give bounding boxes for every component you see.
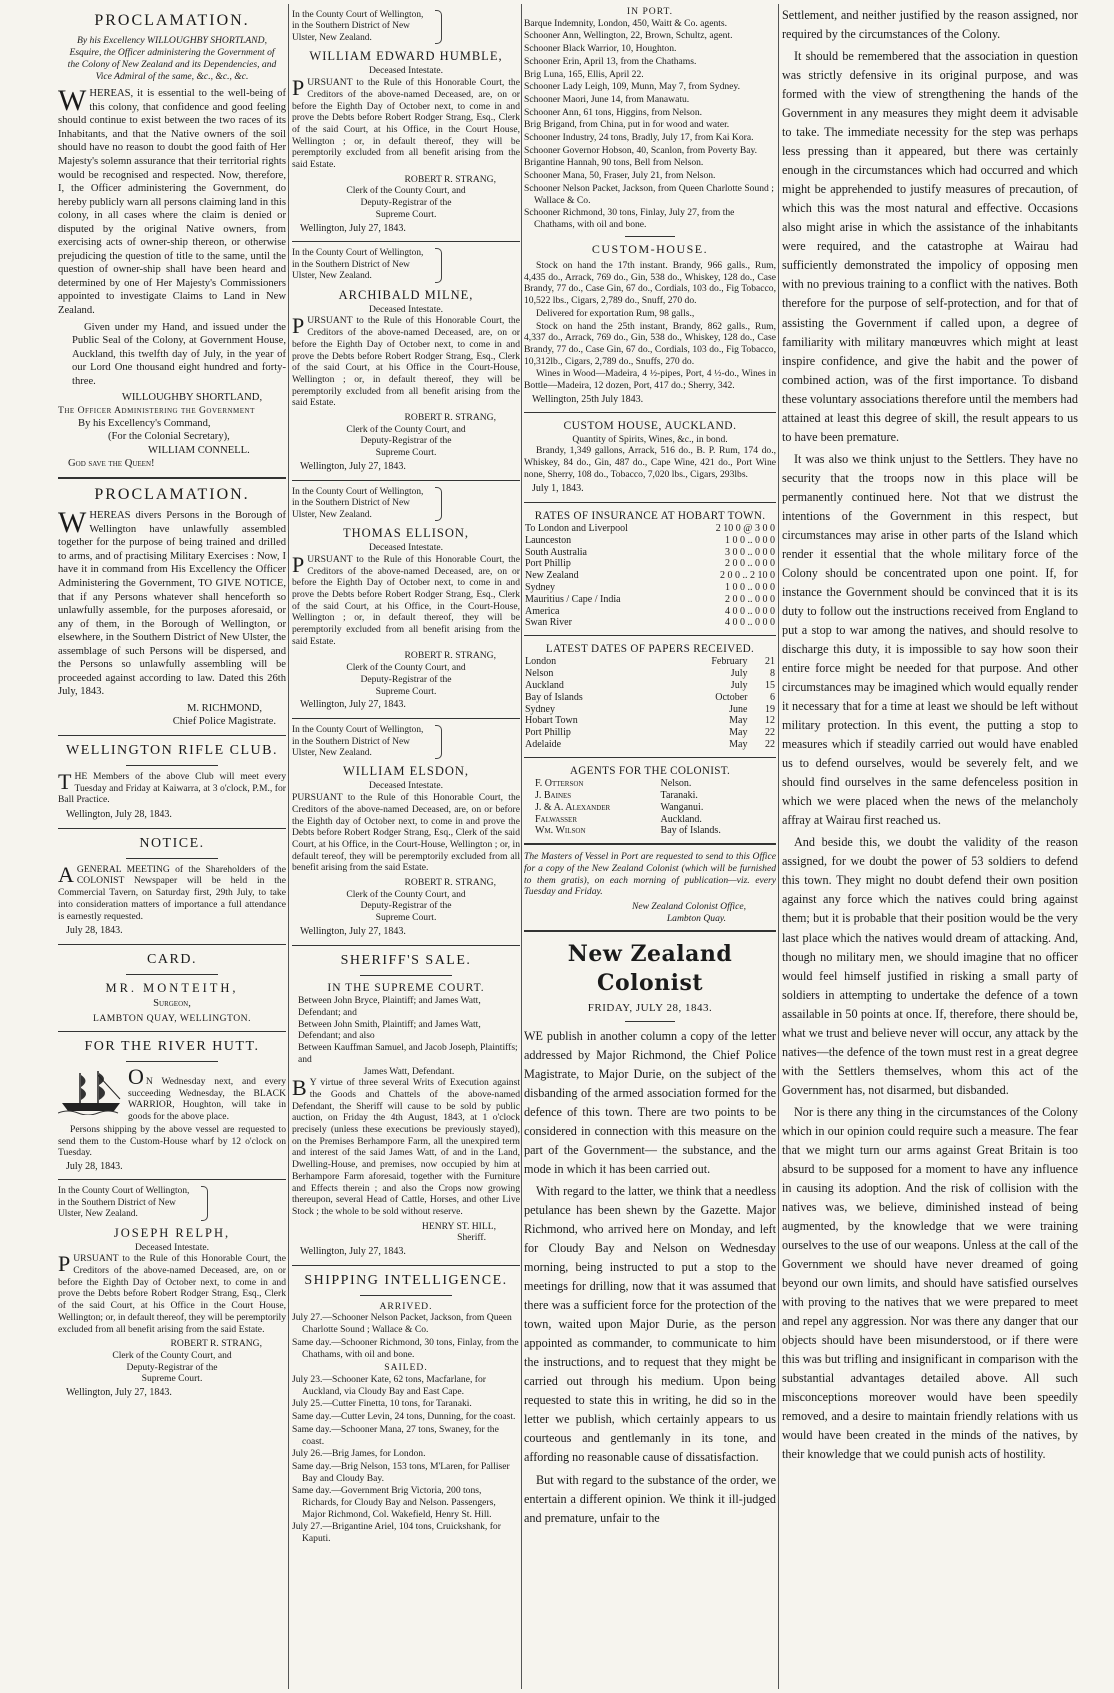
sailing-entry: Same day.—Schooner Mana, 27 tons, Swaney, for the coast. [292, 1423, 499, 1447]
proclamation-title: PROCLAMATION. [94, 12, 250, 29]
column-3 [524, 6, 776, 1687]
case-line: Between John Bryce, Plaintiff; and James Watt, Defendant; and [298, 995, 481, 1018]
signature-title: Chief Police Magistrate. [172, 716, 276, 728]
signature: ROBERT R. STRANG, [404, 412, 496, 424]
table-row [524, 535, 776, 547]
dateline: Wellington, July 27, 1843. [300, 699, 406, 711]
table-row [524, 739, 776, 751]
in-port-entry: Brig Brigand, from China, put in for wood and water. [524, 119, 730, 131]
insurance-rate: 4 0 0 .. 0 0 0 [725, 605, 775, 617]
paper-origin: Adelaide [525, 739, 562, 751]
table-row [524, 656, 776, 668]
insurance-destination: To London and Liverpool [525, 522, 628, 534]
deceased-status: Deceased Intestate. [368, 303, 444, 315]
dateline: Wellington, July 27, 1843. [300, 460, 406, 472]
editorial-paragraph: Nor is there any thing in the circumstances of the Colony which in our opinion could require such a measure. The fear that we might turn our arms against Great Britain is too absurd to be supposed for a moment to have any influence in causing its adoption. And the risk of collision with the natives was, we believe, diminished instead of being augmented, by the knowledge that we were training ourselves to the use of our weapons. Unless at the call of the Government we should have never dreamed of going beyond our own limits, and should have satisfied ourselves with proving to the natives that we were prepared to meet and repel any aggression. Nor was there any danger that our objects should have been misunderstood, or if there were this was but trifling and insignificant in comparison with the substantial advantages detailed above. All such misconceptions moreover would have been speedily removed, and a desire to maintain friendly relations with us would have been created in the minds of the natives, by their knowledge that we could punish acts of hostility. [782, 1104, 1078, 1462]
table-row [534, 814, 761, 826]
custom-house-title: CUSTOM-HOUSE. [591, 241, 709, 256]
drop-cap: W [58, 506, 87, 540]
signature-title: Clerk of the County Court, and [112, 1349, 232, 1361]
divider [58, 735, 286, 736]
insurance-title: RATES OF INSURANCE AT HOBART TOWN. [534, 509, 766, 522]
insurance-rate: 2 0 0 .. 2 10 0 [720, 570, 775, 582]
latest-dates-title: LATEST DATES OF PAPERS RECEIVED. [545, 643, 755, 656]
shipping-title: SHIPPING INTELLIGENCE. [304, 1272, 508, 1288]
table-row [524, 704, 776, 716]
masthead-date: FRIDAY, JULY 28, 1843. [587, 1001, 713, 1014]
in-port-entry: Barque Indemnity, London, 450, Waitt & Co. agents. [524, 17, 728, 29]
paper-origin: Hobart Town [525, 715, 578, 727]
divider [58, 1179, 286, 1180]
insurance-rate: 1 0 0 .. 0 0 0 [725, 534, 775, 546]
signature-title: Deputy-Registrar of the [360, 673, 452, 685]
divider [360, 1295, 451, 1296]
signature-title: Deputy-Registrar of the [360, 900, 452, 912]
proclamation-2-body: HEREAS divers Persons in the Borough of Wellington have unlawfully assembled together for the purpose of being trained and drilled to arms, and of practising Military Exercises : Now, I have it in command from His Excellency the Officer Administering the Government, TO GIVE NOTICE, that if any Persons whatever shall henceforth so unlawfully assemble, for the purposes aforesaid, or any of them, in the Borough of Wellington, or elsewhere, in the Southern District of New Ulster, the assemblage of such Persons will be dispersed, and the Persons so unlawfully assembling will be proceeded against according to law. Dated this 26th July, 1843. [58, 510, 286, 698]
sailing-entry: Same day.—Cutter Levin, 24 tons, Dunning, for the coast. [292, 1411, 516, 1423]
river-hutt-body: N Wednesday next, and every succeeding Wednesday, the BLACK WARRIOR, Houghton, will take in goods for the above place. [128, 1076, 286, 1123]
table-row [524, 570, 776, 582]
divider [292, 241, 520, 242]
agents-title: AGENTS FOR THE COLONIST. [569, 764, 731, 777]
insurance-destination: New Zealand [525, 570, 579, 582]
proclamation-body: HEREAS, it is essential to the well-being of this colony, that confidence and good feeling should continue to exist between the two races of its Inhabitants, and that the Native owners of the soil should have no reason to doubt the good faith of Her Majesty's solemn assurance that their territorial rights would be recognised and respected. Now, therefore, I, the Officer administering the Government, do hereby publicly warn all persons claiming land in this colony, in all cases where the claim is denied or disputed by the original Native owners, from exercising acts of owner-ship thereon, or otherwise prejudicing the question of title to the same, until the question of owner-ship shall have been heard and determined by one of Her Majesty's Commissioners appointed to investigate Claims to Land in New Zealand. [58, 88, 286, 317]
paper-origin: London [525, 656, 557, 668]
editorial-paragraph: With regard to the latter, we think that a needless petulance has been shewn by the Gazette. Major Richmond, who arrived here on Monday, and left for Cloudy Bay and Nelson on Wednesday morning, being instructed to put a stop to the meetings for drilling, now that it was assumed that there was a sufficient force for the protection of the town, waited upon Major Durie, as the person appointed as commander, to communicate to him the instructions, and to request that they might be carried out through his medium. Upon being requested to state this in writing, he did so in the letter we publish, which certainly appears to us courteous and gentlemanly in its tone, and affording no reasonable cause of dissatisfaction. [524, 1184, 776, 1465]
table-row [534, 778, 761, 790]
drop-cap: P [292, 313, 305, 339]
sailing-entry: July 26.—Brig James, for London. [292, 1448, 426, 1460]
divider [126, 974, 217, 975]
paper-month: June [729, 703, 748, 715]
customs-wines: Wines in Wood—Madeira, 4 ½-pipes, Port, 4 ½-do., Wines in Bottle—Madeira, 12 dozen, Port, 417 do.; Sherry, 342. [524, 368, 776, 392]
notice-title: NOTICE. [139, 835, 205, 851]
in-port-heading: IN PORT. [626, 6, 674, 17]
agent-place: Wanganui. [660, 801, 704, 813]
insurance-destination: Launceston [525, 534, 572, 546]
table-row [534, 802, 761, 814]
latest-dates-table [524, 656, 776, 750]
insurance-rate: 2 10 0 @ 3 0 0 [715, 522, 775, 534]
editorial-paragraph: But with regard to the substance of the order, we entertain a different opinion. We think it ill-judged and premature, unfair to the [524, 1472, 776, 1525]
card-address: LAMBTON QUAY, WELLINGTON. [92, 1013, 251, 1025]
in-port-entry: Schooner Nelson Packet, Jackson, from Queen Charlotte Sound ; Wallace & Co. [524, 182, 774, 206]
deceased-status: Deceased Intestate. [368, 780, 444, 792]
column-4 [782, 6, 1078, 1687]
sailing-entry: July 25.—Cutter Finetta, 10 tons, for Taranaki. [292, 1398, 472, 1410]
divider [126, 858, 217, 859]
case-line: James Watt, Defendant. [363, 1065, 455, 1077]
editorial-paragraph: Settlement, and neither justified by the reason assigned, nor required by the circumstances of the Colony. [782, 8, 1078, 42]
signature-title: Supreme Court. [375, 685, 437, 697]
insurance-destination: South Australia [525, 546, 587, 558]
paper-day: 22 [765, 727, 775, 739]
custom-house-auckland-title: CUSTOM HOUSE, AUCKLAND. [563, 419, 737, 432]
table-row [524, 582, 776, 594]
in-port-entry: Schooner Governor Hobson, 40, Scanlon, from Poverty Bay. [524, 144, 758, 156]
paper-month: October [715, 691, 748, 703]
deceased-status: Deceased Intestate. [134, 1241, 210, 1253]
secretary-line: (For the Colonial Secretary), [108, 431, 230, 443]
customs-export: Delivered for exportation Rum, 98 galls., [536, 307, 695, 319]
deceased-name: WILLIAM EDWARD HUMBLE, [309, 49, 503, 64]
sheriff-sale-body: Y virtue of three several Writs of Execution against the Goods and Chattels of the above-named Defendant, the Sheriff will cause to be sold by public auction, on Friday the 4th August, 1843, at 1 o'clock precisely (unless these executions be previously stayed), on the Premises Berhampore Farm, all the unexpired term and interest of the said James Watt, of and in the Land, Dwelling-House, and premises, now occupied by him at Berhampore Farm aforesaid, together with the Furniture and Effects therein ; and also the Crops now growing thereupon, several Head of Cattle, Horses, and other Live Stock ; the whole to be sold without reserve. [292, 1077, 520, 1217]
deceased-status: Deceased Intestate. [368, 542, 444, 554]
sailing-entry: July 27.—Brigantine Ariel, 104 tons, Cruickshank, for Kaputi. [292, 1521, 501, 1545]
court-header: In the County Court of Wellington, in the Southern District of New Ulster, New Zealand. [292, 10, 442, 44]
paper-day: 15 [765, 680, 775, 692]
insurance-destination: Swan River [525, 617, 572, 629]
in-port-entry: Schooner Mana, 50, Fraser, July 21, from Nelson. [524, 170, 716, 182]
signature-title: Clerk of the County Court, and [346, 888, 466, 900]
divider [524, 930, 776, 932]
deceased-name: WILLIAM ELSDON, [342, 764, 470, 779]
agent-name: Falwasser [535, 813, 577, 825]
paper-day: 21 [765, 656, 775, 668]
signature-title: Clerk of the County Court, and [346, 423, 466, 435]
insurance-destination: Sydney [525, 581, 555, 593]
court-header: In the County Court of Wellington, in the Southern District of New Ulster, New Zealand. [292, 725, 442, 759]
divider [524, 635, 776, 636]
table-row [534, 825, 761, 837]
drop-cap: O [128, 1064, 144, 1090]
signature-title: Deputy-Registrar of the [360, 197, 452, 209]
sailing-entry: July 23.—Schooner Kate, 62 tons, Macfarlane, for Auckland, via Cloudy Bay and East Cape. [292, 1373, 486, 1397]
divider [625, 1021, 675, 1022]
notice-body: GENERAL MEETING of the Shareholders of the COLONIST Newspaper will be held in the Commercial Tavern, on Saturday first, 29th July, to take into consideration matters of importance a full attendance is earnestly requested. [58, 863, 286, 922]
court-header: In the County Court of Wellington, in the Southern District of New Ulster, New Zealand. [292, 487, 442, 521]
agent-name: J. & A. Alexander [535, 801, 611, 813]
dateline: Wellington, 25th July 1843. [532, 393, 644, 405]
in-port-entry: Schooner Ann, Wellington, 22, Brown, Schultz, agent. [524, 30, 733, 42]
office-signature: New Zealand Colonist Office, [631, 900, 746, 912]
drop-cap: T [58, 768, 72, 794]
paper-month: May [729, 715, 748, 727]
signature-title: Supreme Court. [141, 1373, 203, 1385]
proclamation-byline: By his Excellency WILLOUGHBY SHORTLAND, Esquire, the Officer administering the Government of the Colony of New Zealand and its Dependencies, and Vice Admiral of the same, &c., &c., &c. [67, 35, 277, 82]
drop-cap: P [292, 75, 305, 101]
proclamation-2-title: PROCLAMATION. [94, 485, 250, 503]
signature-title: Clerk of the County Court, and [346, 662, 466, 674]
secretary-name: WILLIAM CONNELL. [148, 444, 250, 456]
table-row [524, 617, 776, 629]
insurance-rate: 1 0 0 .. 0 0 0 [725, 581, 775, 593]
drop-cap: A [58, 861, 74, 887]
court-name: IN THE SUPREME COURT. [327, 981, 485, 994]
dateline: Wellington, July 27, 1843. [300, 1246, 406, 1258]
table-row [524, 692, 776, 704]
agent-name: J. Baines [535, 789, 572, 801]
signature: M. RICHMOND, [186, 702, 262, 714]
dateline: Wellington, July 27, 1843. [66, 1387, 172, 1399]
in-port-list [524, 18, 776, 231]
in-port-entry: Schooner Industry, 24 tons, Bradly, July 17, from Kai Kora. [524, 132, 754, 144]
command-line: By his Excellency's Command, [78, 417, 211, 429]
column-1 [58, 6, 286, 1687]
table-row [524, 606, 776, 618]
in-port-entry: Schooner Richmond, 30 tons, Finlay, July 27, from the Chathams, with oil and bone. [524, 207, 735, 230]
masters-notice: The Masters of Vessel in Port are requested to send to this Office for a copy of the New Zealand Colonist (which will be furnished to them gratis), on each morning of publication—viz. every Tuesday and Friday. [524, 851, 776, 898]
divider [58, 944, 286, 945]
arrival-entry: July 27.—Schooner Nelson Packet, Jackson, from Queen Charlotte Sound ; Wallace & Co. [292, 1312, 512, 1336]
agent-place: Taranaki. [660, 789, 698, 801]
agent-place: Auckland. [660, 813, 702, 825]
in-port-entry: Schooner Maori, June 14, from Manawatu. [524, 93, 690, 105]
editorial-paragraph: It should be remembered that the association in question was strictly defensive in its original purpose, and was formed with the view of strengthening the hands of the Government in any measures they might deem it advisable to take. The immediate necessity for the step was perhaps less pressing than it appeared, but there was certainly enough in the circumstances which had occurred and which might be apprehended to justify measures of precaution, of which this was the most natural and effective. Occasions also might arise in which the assistance of the inhabitants were required, and the catastrophe at Wairau had sufficiently demonstrated the impolicy of opposing men with no previous training to a conflict with the natives. Both therefore for the purpose of self-protection, and for that of assisting the Government if called upon, a degree of familiarity with military manœuvres which might at least inspire confidence, and give the habit and the power of combined action, was of the first importance. To disband these voluntary associations therefore until the members had attained at least this degree of skill, the result appears to us to have been premature. [782, 49, 1078, 444]
sailing-entry: Same day.—Government Brig Victoria, 200 tons, Richards, for Cloudy Bay and Nelson. Passengers, Major Richmond, Col. Wakefield, Henry St. Hill. [292, 1485, 496, 1520]
river-hutt-title: FOR THE RIVER HUTT. [84, 1039, 260, 1055]
in-port-entry: Schooner Black Warrior, 10, Houghton. [524, 43, 677, 55]
column-2 [292, 6, 520, 1687]
divider [58, 1031, 286, 1032]
dateline: July 28, 1843. [66, 925, 123, 937]
deceased-name: ARCHIBALD MILNE, [338, 287, 474, 302]
god-save-the-queen: God save the Queen! [68, 458, 155, 470]
signature-title: Deputy-Registrar of the [126, 1361, 218, 1373]
drop-cap: B [292, 1075, 307, 1101]
insurance-rate: 3 0 0 .. 0 0 0 [725, 546, 775, 558]
in-port-entry: Schooner Erin, April 13, from the Chathams. [524, 55, 697, 67]
agent-place: Bay of Islands. [660, 825, 721, 837]
editorial-paragraph: And beside this, we doubt the validity of the reason assigned, for we doubt the power of 53 soldiers to defend this town. They might no doubt defend their own position against any force which the natives could bring against them; but it is probable that their position would be the very last place which the natives would dream of attacking. And, though no military men, we should imagine that no officer would feel himself justified in risking a small party of soldiers in attempting to undertake the defence of a town assailable in 50 points at once. If, therefore, there should be, what we trust and believe never will occur, any attack by the natives—the defence of the town must rest in a great degree with the Settlers themselves, whom this act of the Government has, not disarmed, but disbanded. [782, 835, 1078, 1097]
insurance-table [524, 523, 776, 629]
signature: ROBERT R. STRANG, [404, 877, 496, 889]
divider [292, 945, 520, 946]
insurance-destination: Mauritius / Cape / India [525, 593, 621, 605]
divider [524, 412, 776, 413]
paper-origin: Bay of Islands [525, 691, 583, 703]
divider [292, 718, 520, 719]
table-row [524, 547, 776, 559]
divider [58, 477, 286, 479]
agent-name: F. Otterson [535, 778, 584, 790]
editorial-paragraph: It was also we think unjust to the Settlers. They have no security that the troops now in this place will be permanently continued here. Not that we distrust the intentions of the Government in this respect, but circumstances may arise in other parts of the Island which render it essential that the whole military force of the Colony should be concentrated upon one point. If, for instance the Government should be convinced that it is its duty to follow out the instructions received from England to put a stop to war among the natives, and should resolve to discharge this duty, it is impossible to say how soon their entire force might be needed for that purpose. And other circumstances may be imagined which would equally render it necessary that for a time at least we should be left without military protection. In this event, the putting a stop to measures which if steadily carried out would have enabled us to defend ourselves, would be severely felt, and we should find ourselves in the same defenceless position in which we were placed when the news of the melancholy affray at Wairau first reached us. [782, 451, 1078, 828]
paper-origin: Nelson [525, 668, 554, 680]
deceased-status: Deceased Intestate. [368, 65, 444, 77]
editorial-continued [782, 6, 1078, 1464]
table-row [524, 680, 776, 692]
dateline: Wellington, July 27, 1843. [300, 222, 406, 234]
card-title: CARD. [147, 952, 197, 967]
paper-month: July [730, 668, 748, 680]
sailed-heading: SAILED. [384, 1362, 428, 1374]
estate-notice-body: URSUANT to the Rule of this Honorable Court, the Creditors of the above-named Deceased, are, on or before the Eighth Day of October next, to come in and prove the Debts before Robert Rodger Strang, Esq., Clerk of the said Court, at his Office, in the Court House, Wellington ; or, in default thereof, they will be peremptorily excluded from all benefit arising from the said Estate. [292, 77, 520, 171]
office-address: Lambton Quay. [666, 912, 726, 924]
paper-day: 6 [770, 691, 775, 703]
signature: ROBERT R. STRANG, [404, 173, 496, 185]
table-row [524, 668, 776, 680]
paper-day: 22 [765, 739, 775, 751]
signature: HENRY ST. HILL, [421, 1220, 496, 1232]
divider [360, 975, 451, 976]
paper-month: May [729, 727, 748, 739]
court-header: In the County Court of Wellington, in the Southern District of New Ulster, New Zealand. [58, 1186, 208, 1220]
signature: WILLOUGHBY SHORTLAND, [121, 392, 263, 404]
court-header: In the County Court of Wellington, in the Southern District of New Ulster, New Zealand. [292, 248, 442, 282]
rifle-club-title: WELLINGTON RIFLE CLUB. [66, 742, 278, 758]
agent-name: Wm. Wilson [535, 825, 586, 837]
insurance-rate: 4 0 0 .. 0 0 0 [725, 617, 775, 629]
customs-stock-17: Stock on hand the 17th instant. Brandy, 966 galls., Rum, 4,435 do., Arrack, 769 do., Gin, 538 do., Whiskey, 128 do., Case Brandy, 77 do., Case Gin, 67 do., Cordials, 103 do., Fig Tobacco, 10,522 lbs., Cigars, 2,789 do., Snuff, 270 do. [524, 260, 776, 307]
insurance-destination: Port Phillip [525, 558, 571, 570]
sheriff-sale-title: SHERIFF'S SALE. [340, 952, 472, 968]
column-rule [288, 4, 289, 1689]
signature-title: Deputy-Registrar of the [360, 435, 452, 447]
masthead-title: New Zealand Colonist [567, 941, 733, 996]
arrival-entry: Same day.—Schooner Richmond, 30 tons, Finlay, from the Chathams, with oil and bone. [292, 1336, 519, 1360]
customs-stock-25: Stock on hand the 25th instant, Brandy, 862 galls., Rum, 4,337 do., Arrack, 769 do., Gin, 538 do., Whiskey, 128 do., Case Brandy, 77 do., Case Gin, 67 do., Cordials, 103 do., Fig Tobacco, 10,312lb., Cigars, 2,789 do., Snuffs, 270 do. [524, 320, 776, 367]
divider [524, 843, 776, 845]
drop-cap: W [58, 84, 87, 118]
table-row [524, 558, 776, 570]
paper-origin: Sydney [525, 703, 555, 715]
custom-house-auckland-body: Brandy, 1,349 gallons, Arrack, 516 do., B. P. Rum, 174 do., Whiskey, 84 do., Gin, 487 do., Cape Wine, 421 do., Port Wine none, Sherry, 108 do., Tobacco, 7,020 lbs., Cigars, 293lbs. [524, 445, 776, 480]
custom-house-auckland-sub: Quantity of Spirits, Wines, &c., in bond. [572, 433, 728, 445]
estate-notice-body: PURSUANT to the Rule of this Honorable Court, the Creditors of the above-named Deceased, are, on or before the Eighth day of October next, to come in and prove the Debts before Robert Rodger Strang, Esq., Clerk of the said Court, at his Office, in the Court-House, Wellington ; or, in default tereof, they will be peremptorily excluded from all benefit arising from the said Estate. [292, 792, 520, 874]
editorial-paragraph: WE publish in another column a copy of the letter addressed by Major Richmond, the Chief Police Magistrate, to Major Durie, on the subject of the disbanding of the armed association formed for the defence of this town. There are two points to be considered in connection with this measure on the part of the Government— the substance, and the mode in which it has been carried out. [524, 1028, 776, 1176]
estate-notice-body: URSUANT to the Rule of this Honorable Court, the Creditors of the above-named Deceased, are, on or before the Eighth Day of October next, to come in and prove the Debts before Robert Rodger Strang, Esq., Clerk of the said Court, at his Office in the Court-House, Wellington ; or, in default thereof, they will be peremptorily excluded from all benefit arising from the said Estate. [292, 315, 520, 409]
agent-place: Nelson. [660, 778, 692, 790]
estate-notice-body: URSUANT to the Rule of this Honorable Court, the Creditors of the above-named Deceased, are, on or before the Eighth Day of October next, to come in and prove the Debts before Robert Rodger Strang, Esq., Clerk of the said Court, at his Office, in the Court-House, Wellington ; or, in default thereof, they will be peremptorily excluded from all benefit arising from the said Estate. [292, 553, 520, 647]
dateline: July 1, 1843. [532, 483, 584, 495]
insurance-rate: 2 0 0 .. 0 0 0 [725, 593, 775, 605]
arrived-heading: ARRIVED. [379, 1300, 433, 1312]
signature-title: Supreme Court. [375, 447, 437, 459]
divider [126, 765, 217, 766]
arrivals-list [292, 1312, 520, 1360]
column-rule [778, 4, 779, 1689]
divider [292, 1265, 520, 1266]
card-role: Surgeon, [153, 997, 191, 1009]
insurance-rate: 2 0 0 .. 0 0 0 [725, 558, 775, 570]
signature: ROBERT R. STRANG, [404, 650, 496, 662]
drop-cap: P [292, 551, 305, 577]
case-line: Between Kauffman Samuel, and Jacob Joseph, Plaintiffs; and [298, 1042, 518, 1065]
sailing-entry: Same day.—Brig Nelson, 153 tons, M'Laren, for Palliser Bay and Cloudy Bay. [292, 1460, 510, 1484]
divider [524, 757, 776, 758]
in-port-entry: Brig Luna, 165, Ellis, April 22. [524, 68, 644, 80]
ship-icon [58, 1069, 124, 1115]
paper-origin: Port Phillip [525, 727, 571, 739]
river-hutt-body-2: Persons shipping by the above vessel are requested to send them to the Custom-House wharf by 12 o'clock on Tuesday. [58, 1123, 286, 1159]
deceased-name: THOMAS ELLISON, [342, 526, 470, 541]
paper-month: July [730, 680, 748, 692]
table-row [534, 790, 761, 802]
divider [625, 236, 675, 237]
deceased-name: JOSEPH RELPH, [113, 1225, 231, 1240]
table-row [524, 715, 776, 727]
divider [292, 480, 520, 481]
sailings-list [292, 1374, 520, 1545]
agents-table [534, 778, 761, 837]
paper-month: May [729, 739, 748, 751]
rifle-club-body: HE Members of the above Club will meet every Tuesday and Friday at Kaiwarra, at 3 o'clock, P.M., for Ball Practice. [58, 770, 286, 806]
divider [126, 1061, 217, 1062]
divider [58, 828, 286, 829]
drop-cap: P [58, 1251, 71, 1277]
estate-notice-body: URSUANT to the Rule of this Honorable Court, the Creditors of the above-named Deceased, are, on or before the Eighth Day of October next, to come in and prove the Debts before Robert Rodger Strang, Esq., Clerk of the said Court, at his Office in the Court House, Wellington; or, in default thereof, they will be peremptorily excluded from all benefit arising from the said Estate. [58, 1253, 286, 1335]
column-rule [521, 4, 522, 1689]
proclamation-given: Given under my Hand, and issued under the Public Seal of the Colony, at Government House, Auckland, this twelfth day of July, in the year of our Lord One thousand eight hundred and forty-three. [72, 321, 286, 387]
table-row [524, 594, 776, 606]
in-port-entry: Schooner Ann, 61 tons, Higgins, from Nelson. [524, 106, 703, 118]
table-row [524, 727, 776, 739]
dateline: Wellington, July 27, 1843. [300, 925, 406, 937]
signature-title: Clerk of the County Court, and [346, 185, 466, 197]
insurance-destination: America [525, 605, 560, 617]
table-row [524, 523, 776, 535]
dateline: Wellington, July 28, 1843. [66, 808, 172, 820]
signature-title: Supreme Court. [375, 208, 437, 220]
case-line: Between John Smith, Plaintiff; and James Watt, Defendant; and also [298, 1018, 481, 1042]
signature-title: Supreme Court. [375, 912, 437, 924]
in-port-entry: Schooner Lady Leigh, 109, Munn, May 7, from Sydney. [524, 81, 741, 93]
paper-day: 19 [765, 703, 775, 715]
signature-title: Sheriff. [457, 1232, 486, 1244]
paper-month: February [711, 656, 748, 668]
dateline: July 28, 1843. [66, 1160, 123, 1172]
divider [524, 502, 776, 503]
in-port-entry: Brigantine Hannah, 90 tons, Bell from Nelson. [524, 157, 704, 169]
card-name: MR. MONTEITH, [105, 980, 239, 995]
paper-day: 12 [765, 715, 775, 727]
paper-origin: Auckland [525, 680, 564, 692]
paper-day: 8 [770, 668, 775, 680]
signature: ROBERT R. STRANG, [170, 1338, 262, 1350]
signature-office: The Officer Administering the Government [58, 404, 255, 416]
